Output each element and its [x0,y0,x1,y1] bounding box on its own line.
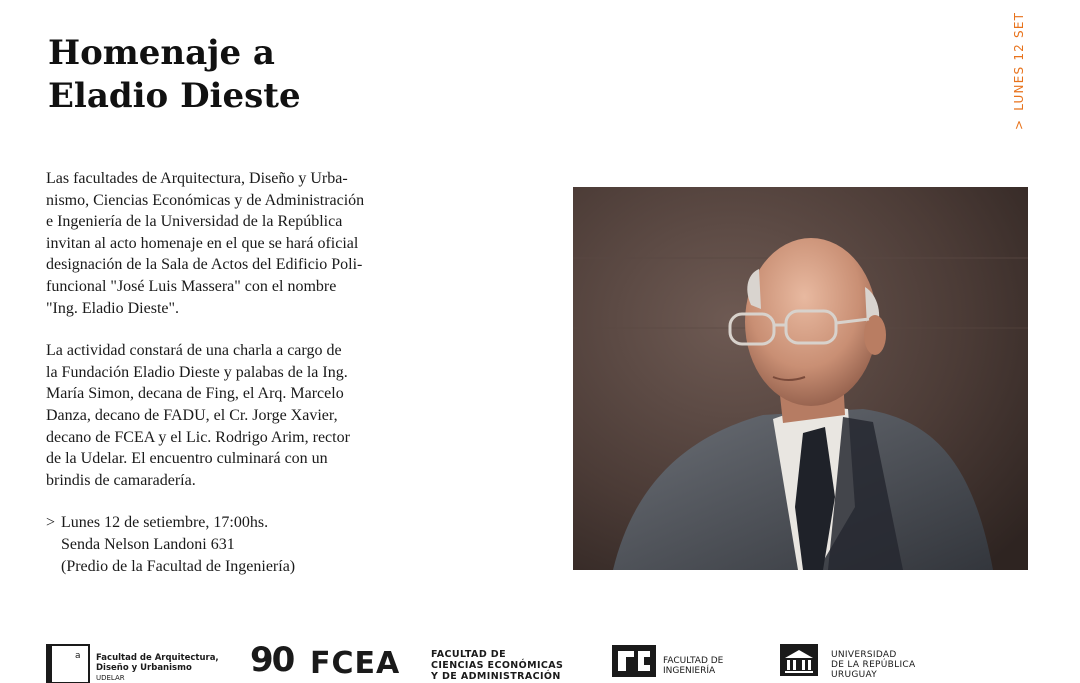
fing-mark-icon [612,645,656,677]
text-line: Danza, decano de FADU, el Cr. Jorge Xavier, [46,406,338,424]
fadu-logo-text: Facultad de Arquitectura, Diseño y Urbanismo UDELAR [96,653,219,682]
vertical-date-tag [1010,12,1028,130]
fcea-anniversary-number: 90 [250,640,294,680]
event-datetime: Lunes 12 de setiembre, 17:00hs. [61,514,269,532]
fing-logo-text: FACULTAD DE INGENIERÍA [663,656,724,676]
fadu-mark-icon [46,644,90,683]
text-line: María Simon, decana de Fing, el Arq. Marcelo [46,385,344,403]
text-line: e Ingeniería de la Universidad de la República [46,213,343,231]
event-details [46,512,411,577]
fcea-acronym: FCEA [310,646,401,681]
text-line: designación de la Sala de Actos del Edificio Poli- [46,256,363,274]
fcea-logo-text: FACULTAD DE CIENCIAS ECONÓMICAS Y DE ADMINISTRACIÓN [431,649,564,682]
udelar-logo-text: UNIVERSIDAD DE LA REPÚBLICA URUGUAY [831,650,916,680]
text-line: decano de FCEA y el Lic. Rodrigo Arim, rector [46,428,350,446]
text-line: funcional "José Luis Massera" con el nombre [46,277,337,295]
page-title [48,32,301,118]
institution-logos [0,636,1080,682]
text-line: Las facultades de Arquitectura, Diseño y Urba- [46,170,348,187]
text-line: invitan al acto homenaje en el que se hará oficial [46,234,359,252]
title-line-2: Eladio Dieste [48,76,301,116]
paragraph-invitation [46,168,411,319]
text-line: nismo, Ciencias Económicas y de Administración [46,191,365,209]
text-line: La actividad constará de una charla a cargo de [46,342,342,360]
paragraph-program [46,340,411,491]
chevron-right-icon: > [1012,118,1026,130]
text-line: de la Udelar. El encuentro culminará con un [46,450,328,468]
text-line: la Fundación Eladio Dieste y palabas de la Ing. [46,363,348,381]
portrait-photo [573,187,1028,570]
text-line: "Ing. Eladio Dieste". [46,299,180,317]
text-line: brindis de camaradería. [46,471,196,489]
event-address: Senda Nelson Landoni 631 [61,535,235,553]
university-building-icon [780,644,818,676]
svg-text:a: a [75,651,81,661]
chevron-right-icon: > [46,514,56,532]
date-tag-text: LUNES 12 SET [1012,11,1026,111]
event-description [46,168,411,577]
title-line-1: Homenaje a [48,33,275,73]
event-venue: (Predio de la Facultad de Ingeniería) [61,557,296,575]
